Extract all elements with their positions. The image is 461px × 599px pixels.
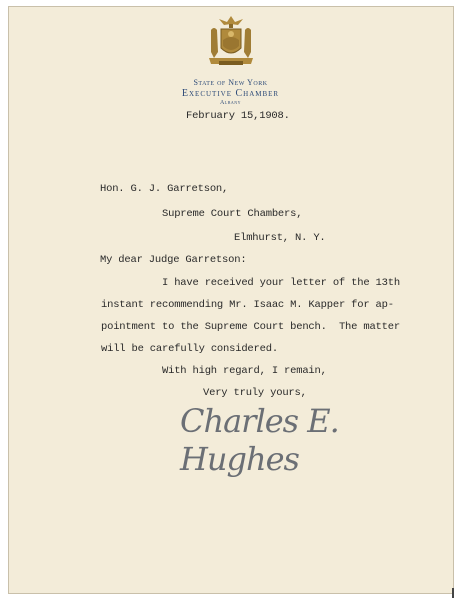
body-line: instant recommending Mr. Isaac M. Kapper for ap- (101, 299, 394, 311)
body-line: will be carefully considered. (101, 343, 278, 355)
closing-line: With high regard, I remain, (162, 365, 327, 377)
recipient-name: Hon. G. J. Garretson, (100, 183, 229, 195)
letterhead-chamber: Executive Chamber (181, 88, 280, 99)
letter-date: February 15,1908. (186, 110, 290, 122)
letterhead-state: State of New York (193, 78, 268, 87)
salutation: My dear Judge Garretson: (100, 254, 247, 266)
closing-valediction: Very truly yours, (203, 387, 307, 399)
edge-mark (452, 588, 454, 598)
body-line: I have received your letter of the 13th (162, 277, 400, 289)
recipient-address-line1: Supreme Court Chambers, (162, 208, 303, 220)
recipient-address-line2: Elmhurst, N. Y. (234, 232, 326, 244)
state-seal-icon (205, 14, 257, 70)
handwritten-signature: Charles E. Hughes (180, 402, 339, 478)
body-line: pointment to the Supreme Court bench. The matter (101, 321, 400, 333)
letterhead-city: Albany (219, 100, 242, 106)
